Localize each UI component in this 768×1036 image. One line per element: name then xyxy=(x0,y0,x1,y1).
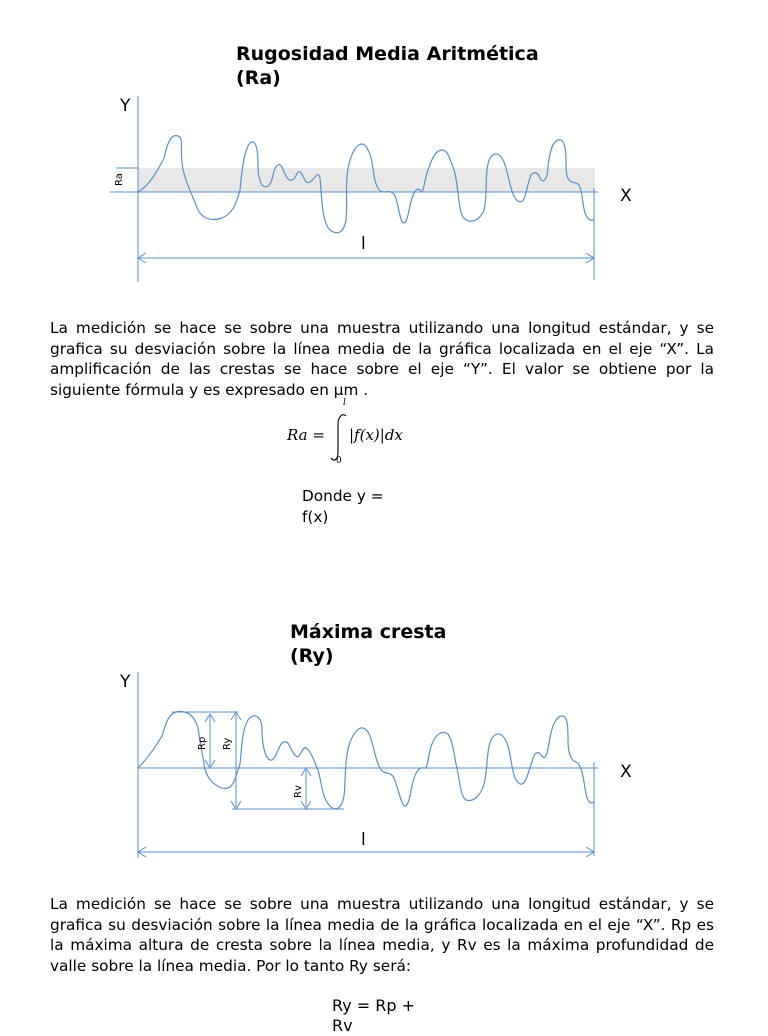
ry-formula: Ry = Rp + Rv xyxy=(332,996,416,1035)
y-axis-label-2: Y xyxy=(120,672,131,692)
ra-formula-lhs: Ra = xyxy=(287,426,325,444)
ry-label: Ry xyxy=(222,737,233,750)
ra-band-label: Ra xyxy=(114,173,125,186)
integral-upper-limit: l xyxy=(343,398,346,408)
rp-label: Rp xyxy=(197,736,208,750)
integral-lower-limit: 0 xyxy=(336,456,342,466)
ra-formula-integrand: |f(x)|dx xyxy=(349,426,403,444)
x-axis-label-2: X xyxy=(620,762,632,782)
section2-title: Máxima cresta (Ry) xyxy=(290,621,447,667)
x-axis-label: X xyxy=(620,186,632,206)
length-label: l xyxy=(361,234,366,254)
section1-title: Rugosidad Media Aritmética (Ra) xyxy=(236,43,539,89)
section1-paragraph: La medición se hace se sobre una muestra utilizando una longitud estándar, y se grafica su desviación sobre la línea media de la gráfica localizada en el eje “X”. La amplificación de las crestas se hace sobre el eje “Y”. El valor se obtiene por la siguiente fórmula y es expresado en μm . xyxy=(50,319,714,399)
rv-label: Rv xyxy=(293,785,304,798)
formula-note: Donde y = f(x) xyxy=(302,487,384,526)
section2-paragraph: La medición se hace se sobre una muestra utilizando una longitud estándar, y se grafica su desviación sobre la línea media de la gráfica localizada en el eje “X”. Rp es la máxima altura de cresta sobre la línea media, y Rv es la máxima profundidad de valle sobre la línea media. Por lo tanto Ry será: xyxy=(50,895,714,975)
length-label-2: l xyxy=(361,830,366,850)
y-axis-label: Y xyxy=(120,96,131,116)
roughness-profile-2 xyxy=(138,712,594,809)
